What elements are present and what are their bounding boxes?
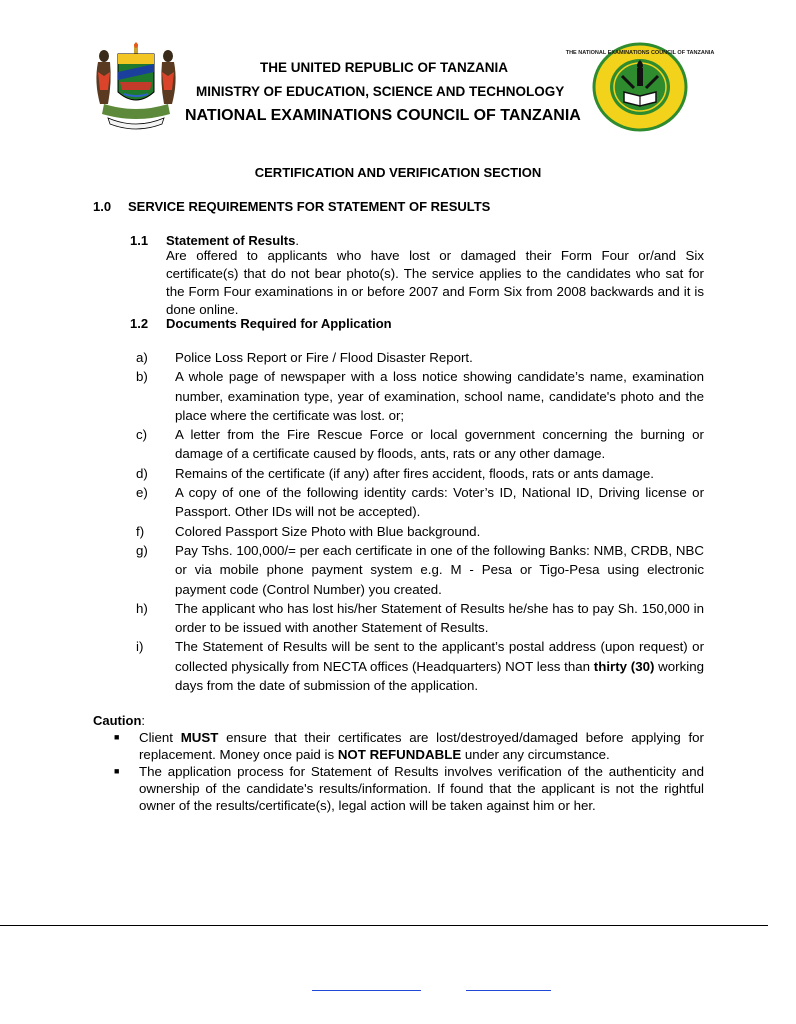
list-item-text: Police Loss Report or Fire / Flood Disaster Report. <box>175 350 473 365</box>
bullet-icon: ■ <box>114 732 120 742</box>
caution-item-text <box>139 729 704 763</box>
caution-label: Caution <box>93 713 142 728</box>
caution-colon: : <box>141 713 146 728</box>
list-item <box>114 729 704 763</box>
requirements-list <box>136 348 704 695</box>
list-item-text: Remains of the certificate (if any) after fires accident, floods, rats or ants damage. <box>175 465 654 481</box>
section-number-1-0: 1.0 <box>93 199 112 214</box>
list-item <box>136 522 704 541</box>
letterhead <box>0 0 768 150</box>
list-item-text-emphasis: thirty (30) <box>593 658 655 674</box>
coat-of-arms-emblem <box>90 42 182 132</box>
list-item-text: The applicant who has lost his/her Statement of Results he/she has to pay Sh. 150,000 in order to be issued with another Statement of Results. <box>175 600 704 636</box>
caution-list <box>114 729 704 814</box>
list-item-text: A letter from the Fire Rescue Force or local government concerning the burning or damage of a certificate caused by floods, ants, rats or any other damage. <box>175 427 704 462</box>
header-line-ministry: MINISTRY OF EDUCATION, SCIENCE AND TECHNOLOGY <box>196 84 565 99</box>
list-item-letter: b) <box>136 369 148 385</box>
list-item <box>114 763 704 814</box>
list-item-text <box>175 637 704 695</box>
list-item <box>136 348 704 367</box>
footer-divider <box>0 925 768 926</box>
section-heading-1-1: Statement of Results. <box>166 233 299 248</box>
list-item-text: Colored Passport Size Photo with Blue background. <box>175 523 481 539</box>
list-item-text: Pay Tshs. 100,000/= per each certificate in one of the following Banks: NMB, CRDB, NBC or via mobile phone payment system e.g. M - Pesa or Tigo-Pesa using electronic payment code (Control Number) you created. <box>175 542 704 597</box>
list-item <box>136 637 704 695</box>
list-item-letter: a) <box>136 350 148 365</box>
section-number-1-2: 1.2 <box>130 316 149 331</box>
list-item-text-part: The Statement of Results will be sent to the applicant’s postal address (upon request) or collected physically from NECTA offices (Headquarters) NOT less than <box>175 639 704 674</box>
list-item <box>136 483 704 522</box>
list-item <box>136 425 704 464</box>
seal-text: THE NATIONAL EXAMINATIONS COUNCIL OF TANZANIA <box>565 50 715 56</box>
list-item-text: A whole page of newspaper with a loss notice showing candidate’s name, examination number, examination type, year of examination, school name, candidate's photo and the place where the certificate was lost. or; <box>175 369 704 423</box>
list-item-letter: e) <box>136 485 148 501</box>
bullet-icon: ■ <box>114 766 120 776</box>
list-item <box>136 464 704 483</box>
list-item <box>136 541 704 599</box>
necta-seal-logo <box>565 42 715 132</box>
section-heading-1-2: Documents Required for Application <box>166 316 392 331</box>
list-item-letter: h) <box>136 600 148 616</box>
caution-emphasis: MUST <box>180 730 219 745</box>
caution-emphasis: NOT REFUNDABLE <box>337 747 462 762</box>
list-item-letter: d) <box>136 465 148 481</box>
list-item <box>136 599 704 638</box>
list-item-text: A copy of one of the following identity cards: Voter’s ID, National ID, Driving license or Passport. Other IDs will not be accepted). <box>175 485 704 520</box>
header-line-republic: THE UNITED REPUBLIC OF TANZANIA <box>260 60 508 75</box>
list-item-letter: g) <box>136 542 148 558</box>
section-heading-1-1-text: Statement of Results <box>166 233 296 248</box>
section-1-1-paragraph: Are offered to applicants who have lost or damaged their Form Four or/and Six certificate(s) that do not bear photo(s). The service applies to the candidates who sat for the Form Four examinations in or before 2007 and Form Six from 2008 backwards and it is done online. <box>166 248 704 317</box>
section-title: CERTIFICATION AND VERIFICATION SECTION <box>254 165 542 180</box>
list-item-letter: f) <box>136 523 145 539</box>
footer-link-2[interactable] <box>466 990 551 991</box>
header-line-council: NATIONAL EXAMINATIONS COUNCIL OF TANZANIA <box>185 107 581 124</box>
section-number-1-1: 1.1 <box>130 233 149 248</box>
list-item-text-part: working days from the date of submission of the application. <box>175 658 704 694</box>
footer-link-1[interactable] <box>312 990 421 991</box>
caution-text-part: ensure that their certificates are lost/destroyed/damaged before applying for replacement. Money once paid is <box>139 730 704 762</box>
caution-text-part: Client <box>139 730 181 745</box>
list-item-letter: i) <box>136 639 144 655</box>
caution-text-part: under any circumstance. <box>461 747 610 762</box>
caution-heading <box>93 712 145 730</box>
list-item <box>136 367 704 425</box>
list-item-letter: c) <box>136 427 148 443</box>
caution-item-text: The application process for Statement of Results involves verification of the authenticity and ownership of the candidate's results/information. If found that the applicant is not the rightful owner of the results/certificate(s), legal action will be taken against him or her. <box>139 764 704 813</box>
section-heading-1-0: SERVICE REQUIREMENTS FOR STATEMENT OF RESULTS <box>128 199 491 214</box>
